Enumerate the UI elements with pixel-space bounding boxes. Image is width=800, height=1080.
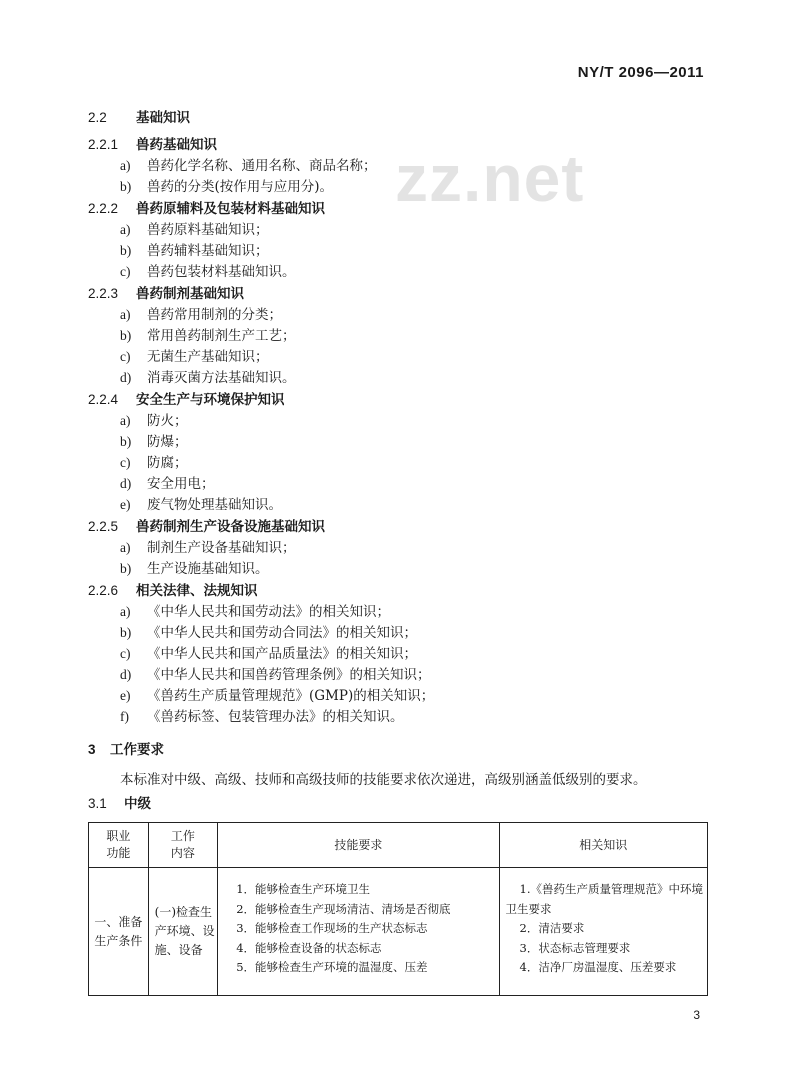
list-item bbox=[120, 178, 333, 196]
list-item bbox=[120, 454, 188, 472]
section-title: 兽药基础知识 bbox=[136, 137, 217, 153]
page-number: 3 bbox=[693, 1008, 700, 1022]
cell-content: (一)检查生 产环境、设 施、设备 bbox=[148, 868, 218, 996]
item-label: b) bbox=[120, 561, 132, 576]
section-number: 2.2.6 bbox=[88, 583, 119, 598]
item-label: b) bbox=[120, 434, 132, 449]
section-number: 2.2.5 bbox=[88, 519, 119, 534]
section-number: 3 bbox=[88, 742, 96, 757]
list-item bbox=[120, 221, 269, 239]
section-number: 2.2 bbox=[88, 110, 107, 125]
item-label: b) bbox=[120, 625, 132, 640]
list-item bbox=[120, 306, 282, 324]
item-text: 《兽药标签、包装管理办法》的相关知识。 bbox=[147, 709, 404, 725]
list-item bbox=[120, 539, 296, 557]
section-number: 2.2.4 bbox=[88, 392, 119, 407]
item-label: c) bbox=[120, 264, 131, 279]
list-item bbox=[120, 496, 282, 514]
knowledge-item: 2．清洁要求 bbox=[519, 921, 585, 935]
item-text: 兽药辅料基础知识； bbox=[147, 243, 269, 259]
header-function: 职业 功能 bbox=[89, 823, 149, 868]
list-item bbox=[120, 433, 188, 451]
skill-item: 3．能够检查工作现场的生产状态标志 bbox=[236, 921, 428, 935]
watermark: zz.net bbox=[395, 141, 585, 215]
item-label: a) bbox=[120, 158, 131, 173]
item-text: 《中华人民共和国劳动法》的相关知识； bbox=[147, 604, 390, 620]
section-title: 工作要求 bbox=[110, 742, 164, 758]
item-label: a) bbox=[120, 540, 131, 555]
item-label: b) bbox=[120, 243, 132, 258]
section-title: 安全生产与环境保护知识 bbox=[136, 392, 285, 408]
item-text: 《中华人民共和国劳动合同法》的相关知识； bbox=[147, 625, 417, 641]
item-text: 兽药包装材料基础知识。 bbox=[147, 264, 296, 280]
item-label: a) bbox=[120, 307, 131, 322]
item-text: 制剂生产设备基础知识； bbox=[147, 540, 296, 556]
item-text: 常用兽药制剂生产工艺； bbox=[147, 328, 296, 344]
list-item bbox=[120, 645, 417, 663]
table-header-row bbox=[89, 823, 708, 868]
section-heading-3 bbox=[88, 741, 164, 759]
item-text: 《中华人民共和国兽药管理条例》的相关知识； bbox=[147, 667, 431, 683]
section-title: 兽药制剂基础知识 bbox=[136, 286, 244, 302]
item-label: c) bbox=[120, 646, 131, 661]
item-text: 生产设施基础知识。 bbox=[147, 561, 269, 577]
section-title: 基础知识 bbox=[136, 110, 190, 126]
list-item bbox=[120, 603, 390, 621]
item-text: 防爆； bbox=[147, 434, 188, 450]
item-label: b) bbox=[120, 328, 132, 343]
list-item bbox=[120, 624, 417, 642]
item-text: 防腐； bbox=[147, 455, 188, 471]
list-item bbox=[120, 708, 404, 726]
list-item bbox=[120, 560, 269, 578]
section-heading-2-2-1 bbox=[88, 136, 217, 154]
cell-knowledge bbox=[499, 868, 707, 996]
item-label: b) bbox=[120, 179, 132, 194]
knowledge-item: 卫生要求 bbox=[505, 901, 552, 916]
item-label: d) bbox=[120, 370, 132, 385]
item-text: 《兽药生产质量管理规范》(GMP)的相关知识； bbox=[147, 688, 435, 704]
item-label: f) bbox=[120, 709, 129, 724]
item-text: 防火； bbox=[147, 413, 188, 429]
knowledge-item: 1.《兽药生产质量管理规范》中环境 bbox=[519, 882, 703, 896]
section-number: 2.2.3 bbox=[88, 286, 119, 301]
skill-item: 2．能够检查生产现场清洁、清场是否彻底 bbox=[236, 901, 451, 916]
item-label: c) bbox=[120, 455, 131, 470]
item-label: e) bbox=[120, 497, 131, 512]
skill-requirements-table bbox=[88, 822, 708, 996]
section-title: 兽药制剂生产设备设施基础知识 bbox=[136, 519, 325, 535]
item-text: 兽药化学名称、通用名称、商品名称； bbox=[147, 158, 377, 174]
item-label: c) bbox=[120, 349, 131, 364]
item-text: 兽药常用制剂的分类； bbox=[147, 307, 282, 323]
item-text: 无菌生产基础知识； bbox=[147, 349, 269, 365]
skill-item: 4．能够检查设备的状态标志 bbox=[236, 940, 382, 955]
item-text: 《中华人民共和国产品质量法》的相关知识； bbox=[147, 646, 417, 662]
list-item bbox=[120, 348, 269, 366]
knowledge-item: 3．状态标志管理要求 bbox=[519, 940, 631, 955]
header-skill: 技能要求 bbox=[218, 823, 499, 868]
item-text: 消毒灭菌方法基础知识。 bbox=[147, 370, 296, 386]
knowledge-item: 4．洁净厂房温湿度、压差要求 bbox=[519, 960, 677, 974]
section-title: 相关法律、法规知识 bbox=[136, 583, 258, 599]
section-heading-2-2 bbox=[88, 109, 190, 127]
list-item bbox=[120, 263, 296, 281]
section-title: 兽药原辅料及包装材料基础知识 bbox=[136, 201, 325, 217]
list-item bbox=[120, 475, 215, 493]
section-heading-2-2-5 bbox=[88, 518, 325, 536]
list-item bbox=[120, 327, 296, 345]
item-text: 废气物处理基础知识。 bbox=[147, 497, 282, 513]
header-knowledge: 相关知识 bbox=[499, 823, 707, 868]
cell-skills bbox=[218, 868, 499, 996]
section-heading-3-1 bbox=[88, 795, 151, 813]
list-item bbox=[120, 369, 296, 387]
section-number: 2.2.2 bbox=[88, 201, 119, 216]
skill-item: 1．能够检查生产环境卫生 bbox=[236, 882, 371, 896]
section-number: 2.2.1 bbox=[88, 137, 119, 152]
item-text: 兽药的分类(按作用与应用分)。 bbox=[147, 179, 334, 195]
item-label: a) bbox=[120, 413, 131, 428]
list-item bbox=[120, 687, 434, 705]
cell-function: 一、准备 生产条件 bbox=[89, 868, 149, 996]
item-label: a) bbox=[120, 604, 131, 619]
list-item bbox=[120, 666, 431, 684]
item-label: a) bbox=[120, 222, 131, 237]
section-title: 中级 bbox=[124, 796, 151, 812]
standard-code: NY/T 2096—2011 bbox=[577, 64, 704, 81]
item-text: 安全用电； bbox=[147, 476, 215, 492]
skill-item: 5．能够检查生产环境的温湿度、压差 bbox=[236, 960, 428, 974]
header-content: 工作 内容 bbox=[148, 823, 218, 868]
item-label: d) bbox=[120, 476, 132, 491]
list-item bbox=[120, 157, 377, 175]
table-row bbox=[89, 868, 708, 996]
item-label: d) bbox=[120, 667, 132, 682]
section-number: 3.1 bbox=[88, 796, 107, 811]
section-heading-2-2-4 bbox=[88, 391, 285, 409]
list-item bbox=[120, 242, 269, 260]
item-text: 兽药原料基础知识； bbox=[147, 222, 269, 238]
list-item bbox=[120, 412, 188, 430]
section-heading-2-2-2 bbox=[88, 200, 325, 218]
item-label: e) bbox=[120, 688, 131, 703]
section-heading-2-2-6 bbox=[88, 582, 258, 600]
section-heading-2-2-3 bbox=[88, 285, 244, 303]
section-paragraph: 本标准对中级、高级、技师和高级技师的技能要求依次递进，高级别涵盖低级别的要求。 bbox=[120, 772, 647, 788]
